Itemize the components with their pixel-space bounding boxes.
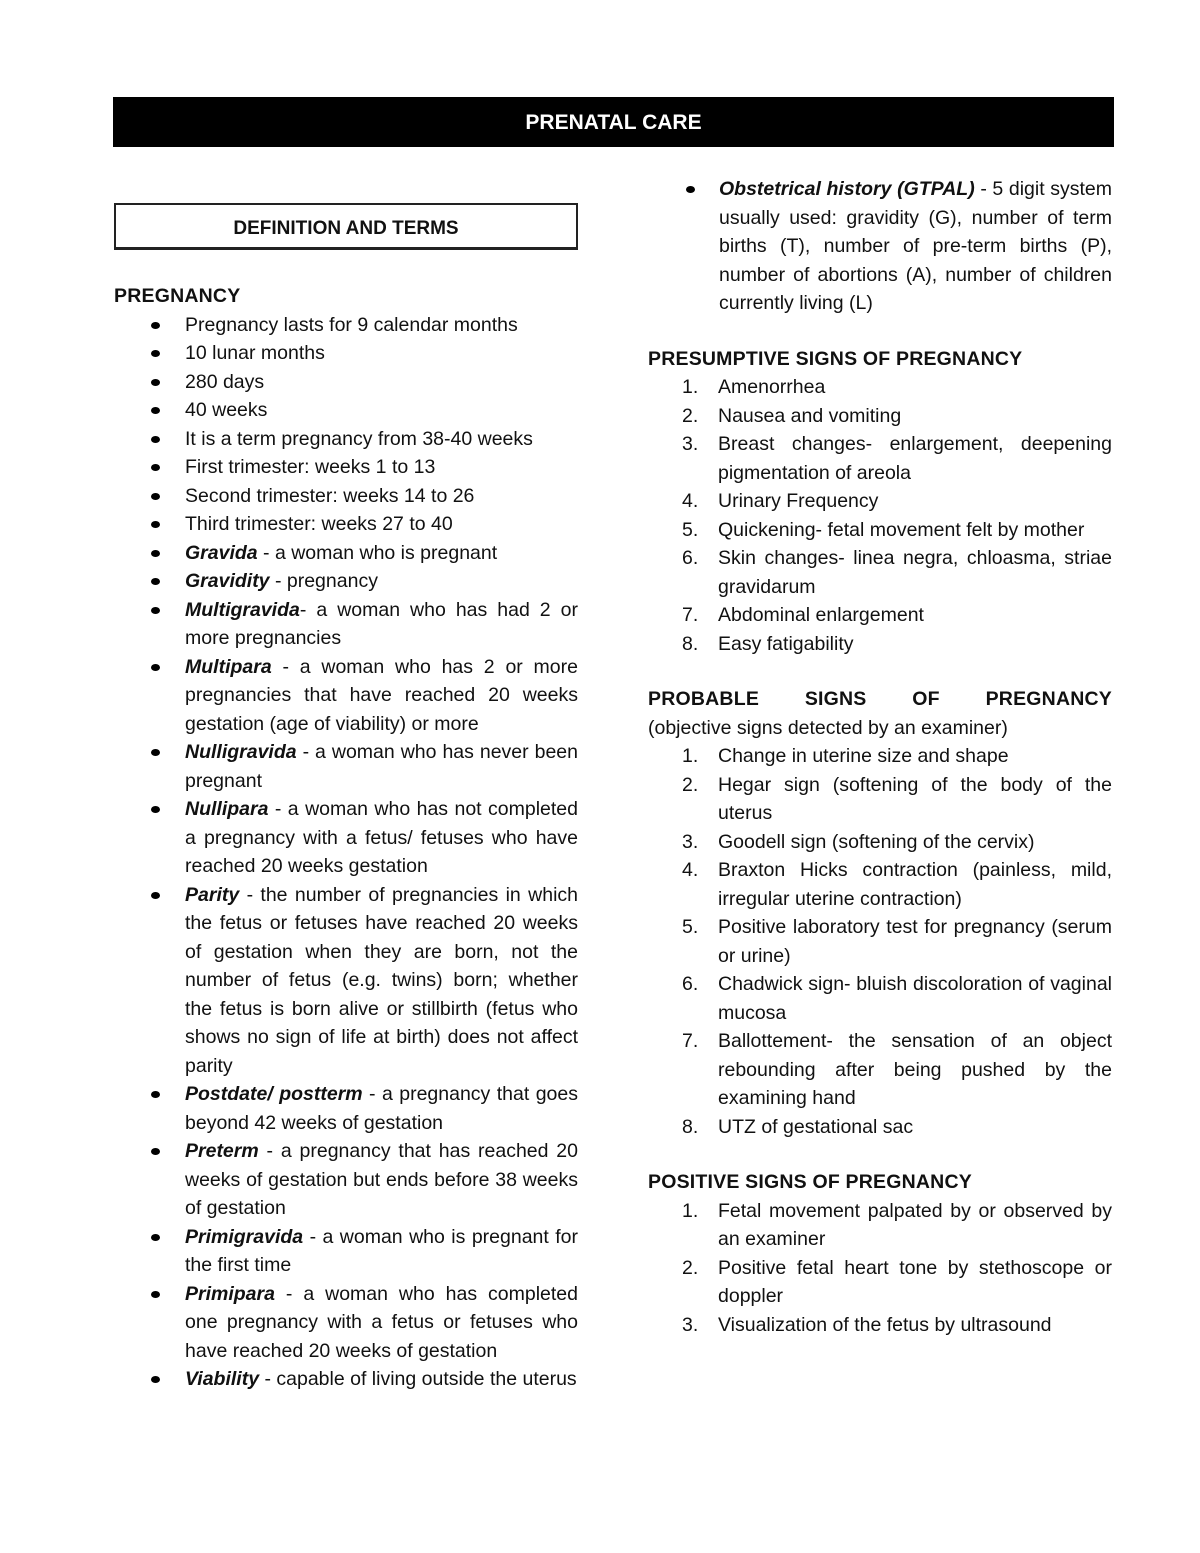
positive-signs-heading: POSITIVE SIGNS OF PREGNANCY [648, 1171, 972, 1193]
bullet-icon [151, 322, 160, 329]
list-item: Obstetrical history (GTPAL) - 5 digit system usually used: gravidity (G), number of term births (T), number of pre-term births (P), number of abortions (A), number of children currently living (L) [648, 175, 1112, 318]
list-item: Multigravida- a woman who has had 2 or more pregnancies [114, 596, 578, 653]
list-item: Nullipara - a woman who has not completed a pregnancy with a fetus/ fetuses who have reached 20 weeks gestation [114, 795, 578, 881]
definitions-box-title: DEFINITION AND TERMS [114, 203, 578, 250]
obstetrical-history-list [648, 175, 1112, 318]
bullet-icon [151, 464, 160, 471]
list-item: Pregnancy lasts for 9 calendar months [114, 311, 578, 340]
list-item: Postdate/ postterm - a pregnancy that goes beyond 42 weeks of gestation [114, 1080, 578, 1137]
bullet-icon [151, 1376, 160, 1383]
bullet-icon [151, 521, 160, 528]
list-item: Viability - capable of living outside the uterus [114, 1365, 578, 1394]
bullet-icon [151, 806, 160, 813]
presumptive-signs-list [648, 373, 1112, 658]
page-title: PRENATAL CARE [113, 97, 1114, 147]
bullet-icon [686, 186, 695, 193]
list-item: 5. Positive laboratory test for pregnancy (serum or urine) [682, 916, 1112, 967]
list-item: 1. Fetal movement palpated by or observed by an examiner [682, 1199, 1112, 1250]
list-item: Primigravida - a woman who is pregnant for the first time [114, 1223, 578, 1280]
list-item: Primipara - a woman who has completed one pregnancy with a fetus or fetuses who have reached 20 weeks of gestation [114, 1280, 578, 1366]
list-item: 2. Nausea and vomiting [682, 404, 902, 427]
list-item: 8. Easy fatigability [682, 632, 854, 655]
list-item: 2. Hegar sign (softening of the body of the uterus [682, 773, 1112, 824]
bullet-icon [151, 749, 160, 756]
list-item: 3. Visualization of the fetus by ultrasound [682, 1313, 1052, 1336]
bullet-icon [151, 407, 160, 414]
list-item: Nulligravida - a woman who has never been pregnant [114, 738, 578, 795]
pregnancy-heading: PREGNANCY [114, 285, 241, 307]
list-item: It is a term pregnancy from 38-40 weeks [114, 425, 578, 454]
list-item: 5. Quickening- fetal movement felt by mother [682, 518, 1085, 541]
list-item: 280 days [114, 368, 578, 397]
list-item: Second trimester: weeks 14 to 26 [114, 482, 578, 511]
list-item: Gravidity - pregnancy [114, 567, 578, 596]
list-item: Gravida - a woman who is pregnant [114, 539, 578, 568]
list-item: 40 weeks [114, 396, 578, 425]
bullet-icon [151, 1148, 160, 1155]
probable-signs-list [648, 742, 1112, 1141]
list-item: 10 lunar months [114, 339, 578, 368]
list-item: 8. UTZ of gestational sac [682, 1115, 914, 1138]
list-item: Parity - the number of pregnancies in which the fetus or fetuses have reached 20 weeks of gestation when they are born, not the number of fetus (e.g. twins) born; whether the fetus is born alive or stillbirth (fetus who shows no sign of life at birth) does not affect parity [114, 881, 578, 1081]
list-item: First trimester: weeks 1 to 13 [114, 453, 578, 482]
list-item: 1. Amenorrhea [682, 376, 826, 398]
probable-signs-subheading: (objective signs detected by an examiner) [648, 716, 1008, 739]
list-item: 7. Ballottement- the sensation of an object rebounding after being pushed by the examining hand [682, 1030, 1112, 1109]
bullet-icon [151, 578, 160, 585]
right-column [648, 175, 1112, 1339]
definitions-list [114, 311, 578, 1394]
bullet-icon [151, 1091, 160, 1098]
bullet-icon [151, 607, 160, 614]
list-item: 6. Skin changes- linea negra, chloasma, striae gravidarum [682, 547, 1112, 598]
list-item: Third trimester: weeks 27 to 40 [114, 510, 578, 539]
list-item: 2. Positive fetal heart tone by stethoscope or doppler [682, 1256, 1112, 1307]
list-item: 3. Goodell sign (softening of the cervix) [682, 830, 1035, 853]
bullet-icon [151, 350, 160, 357]
list-item: 6. Chadwick sign- bluish discoloration of vaginal mucosa [682, 973, 1112, 1024]
bullet-icon [151, 1234, 160, 1241]
list-item: 4. Braxton Hicks contraction (painless, mild, irregular uterine contraction) [682, 859, 1112, 910]
left-column [114, 203, 578, 1394]
bullet-icon [151, 436, 160, 443]
presumptive-signs-heading: PRESUMPTIVE SIGNS OF PREGNANCY [648, 347, 1023, 370]
list-item: 1. Change in uterine size and shape [682, 745, 1009, 767]
positive-signs-list [648, 1197, 1112, 1340]
list-item: Multipara - a woman who has 2 or more pregnancies that have reached 20 weeks gestation (age of viability) or more [114, 653, 578, 739]
bullet-icon [151, 550, 160, 557]
bullet-icon [151, 664, 160, 671]
bullet-icon [151, 1291, 160, 1298]
list-item: 7. Abdominal enlargement [682, 604, 924, 626]
probable-signs-heading: PROBABLE SIGNS OF PREGNANCY [648, 688, 1112, 710]
list-item: 4. Urinary Frequency [682, 490, 879, 512]
list-item: Preterm - a pregnancy that has reached 20 weeks of gestation but ends before 38 weeks of gestation [114, 1137, 578, 1223]
list-item: 3. Breast changes- enlargement, deepening pigmentation of areola [682, 433, 1112, 484]
bullet-icon [151, 892, 160, 899]
bullet-icon [151, 379, 160, 386]
bullet-icon [151, 493, 160, 500]
